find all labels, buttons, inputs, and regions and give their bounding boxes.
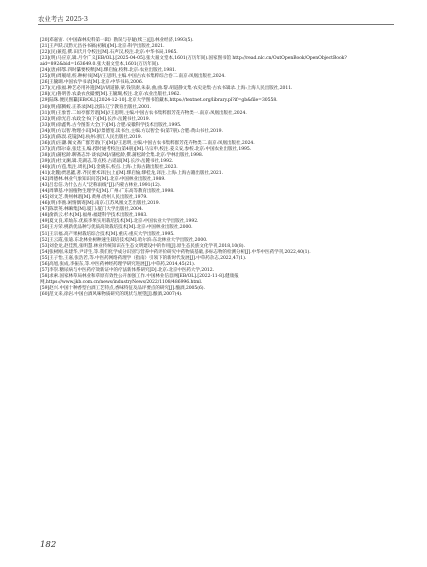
reference-entry: [37](清)鄂尔泰,张廷玉,编.授时通考校注(第4册)[M].马宗申,校注.姜义安,参校.北京:中国农业出版社,1995. (40, 146, 252, 152)
reference-entry: [36](清)汪灏.佩文斋广群芳谱(下)[M]//王思明,主编.中国古农书集粹群芳花卉物类二.南京:凤凰出版社,2024. (40, 140, 255, 146)
reference-entry: [49]夏文良,邓灿东.优质李果实用栽培技术[M].北京:中国农业大学出版社,1992. (40, 219, 199, 225)
reference-entry: [60]范文来,徐岩.中国白酒风味物质研究的现状与展望[J].酿酒,2007(4). (40, 291, 183, 297)
reference-entry: [45]刘文芝.黄州林谱[M].黄州:贵州人民出版社,1979. (40, 195, 148, 201)
journal-name: 农业考古 2025·3 (38, 15, 88, 23)
reference-entry: [32](明)徐光启.农政全书(下)[M].长沙:岳麓书社,2019. (40, 116, 150, 122)
reference-entry: [30](明)郁腾蛟.正茶录[M].沈阳:辽宁教育出版社,2001. (40, 104, 152, 110)
reference-entry: [22](民)兼霓,撰.田氏月令校注[M].石声汉,校注.北京:中华书局,1965. (40, 50, 178, 56)
reference-entry: [57]李崇.糖尿病与中医药疗效新证中的疗法新体系研究[D].北京:北京中医药大学,2012. (40, 267, 215, 273)
reference-entry: [31](明)王象晋.二如亭群芳谱[M]//王思明,主编.中国古农书集粹群芳花卉物类一.南京:凤凰出版社,2024. (40, 110, 247, 116)
reference-entry: [25](明)周履靖,校.种树书[M]//王思明,主编.中国古农书集粹综合卷二.南京:凤凰出版社,2024. (40, 74, 226, 80)
reference-entry: [43]吕忠信.为什么古人"泛称雨线"[J].内蒙古林业,1991(12). (40, 183, 161, 189)
reference-entry: [55]王子怡,王嘉,张浩若,等.中医药网络药理学（指南）引领下的新时代发展[J].中草药杂志,2022,47(1). (40, 255, 247, 261)
reference-list (40, 38, 396, 298)
reference-entry: [34](明)方以智.物理小识[M]//景德宽.读书台,主编.方以智全书(第7册).合肥:黄山书社,2019. (40, 128, 223, 134)
reference-entry: [27](元)张福.种艺必用补遗[M]//胡道静,蒙.钱崇澍,朱泰,曲,曲.黎.胡道静文集·农史论集·古农书辑录.上海:上海人民出版社,2011. (40, 86, 293, 92)
reference-entry: [58]求索.国家林草局林业和草原有效性公开加强工作.中国林业信息网[EB/OL].[2022-11-8].健康报网,https://www.jkb.com.cn/news/industryNews/2022/1108/486996.html. (40, 273, 239, 285)
page-number: 182 (40, 540, 57, 550)
reference-entry: [40](清)方苞,集注.周礼[M].金晓东,校点.上海:上海古籍出版社,2023. (40, 164, 178, 170)
reference-entry: [20]邓嘉宙.《中国森林史料第一辑》勘误与存疑(续三)[J].林业经济,1993(5). (40, 38, 194, 43)
reference-entry: [28](元)鲁明善.农桑衣食撮要[M].王毓瑚,校注.北京:农业出版社,1962. (40, 92, 181, 98)
reference-entry: [51]王宗福.高产果树栽培综合技术[M].重庆:重庆大学出版社,1995. (40, 231, 175, 237)
reference-entry: [26]王毓瑚.中国农学书录[M].北京:中华书局,2006. (40, 80, 144, 86)
reference-entry: [38](清)蒲松龄.聊斋志异·谈农[M]//蒲松龄,撰.蒲松龄全集.北京:学林出版社,1998. (40, 152, 204, 158)
reference-entry: [39](清)杜文澜,辑.芜湖志,等点校.古谣谚[M].长沙:岳麓书社,1992. (40, 158, 174, 164)
reference-entry: [42]周德林.林业气象知识问答[M].北京:中国林业出版社,1989. (40, 177, 166, 183)
running-header (38, 10, 394, 25)
reference-entry: [50]王方荣.桃新优品种与优质高效栽培技术[M].北京:中国林业出版社,2000. (40, 225, 193, 231)
reference-entry: [59]赵兴.中国十种香型白酒工艺特点,香味特征及品评要点的研究[J].酿酒,2005(6). (40, 285, 205, 291)
reference-entry: [46](明)李渔.闲情偶寄[M].南京:江苏凤凰文艺出版社,2019. (40, 201, 161, 207)
reference-entry: [48]俞新云.杉木[M].福州:福建科学技术出版社,1983. (40, 213, 148, 219)
reference-entry: [33](明)徐鑫隽.古今图鉴大全(下)[M].合肥:安徽科学技术出版社,1995. (40, 122, 182, 128)
reference-entry: [44]周肇基.中国植物生理学史[M].广州:广东高等教育出版社,1998. (40, 189, 175, 195)
reference-entry: [41](北魏)贾思勰,著.齐民要术译注(上)[M].缪启愉,缪桂龙,译注.上海:上海古籍出版社,2021. (40, 171, 224, 177)
reference-entry: [21]王声跃.汉黔元昌谷书稿(初稿)[M].北京:科学出版社,2021. (40, 44, 165, 50)
reference-entry: [47]陈景英.林嘛集[M].厦门:厦门大学出版社,2004. (40, 207, 144, 213)
reference-entry: [23](明)马应京,辑.月令广义[EB/OL].[2025-04-05].张大艰文堂本,1601(万历年间).国家图书馆 http://read.nlc.cn/OutOpenBook/OpenObjectBook?aid=892&bid=163649.0.张大艰文堂本,1601(万历年间). (40, 56, 347, 68)
reference-entry: [29]陆珠.便民图纂[EB/OL].[2024-12-10].北京大学图书馆藏本,https://textnet.org/library.pl?if=gb&file=30558. (40, 98, 278, 104)
reference-entry: [53]刘金龙,赵佳凯,张明慧.林业传统知识在生态文明建设中的作用[J].原生态民族文化学刊,2018,10(8). (40, 243, 245, 249)
reference-entry: [54]张树刚,朱建华,尹诗生,等.我们化学成分识别与营养中药评价研究中药物质基础,多标志物的检测分析[J].中华中医药学刊,2022,40(1). (40, 249, 311, 255)
reference-entry: [52]王云霞,张迪.东北林业树种速生栽培技术[M].哈尔滨:东北林业大学出版社,2000. (40, 237, 208, 243)
reference-entry: [35](清)陈淏.花镜[M].杭州:浙江人民出版社,2019. (40, 134, 143, 140)
reference-entry: [24](唐)韩鄂.四时纂要校释[M].缪启愉,校释.北京:农业出版社,1981. (40, 68, 177, 74)
reference-entry: [56]高旭,张成,李振东,等.中医药神经药理学研究进展[J].中草药,2014,45(21). (40, 261, 196, 267)
